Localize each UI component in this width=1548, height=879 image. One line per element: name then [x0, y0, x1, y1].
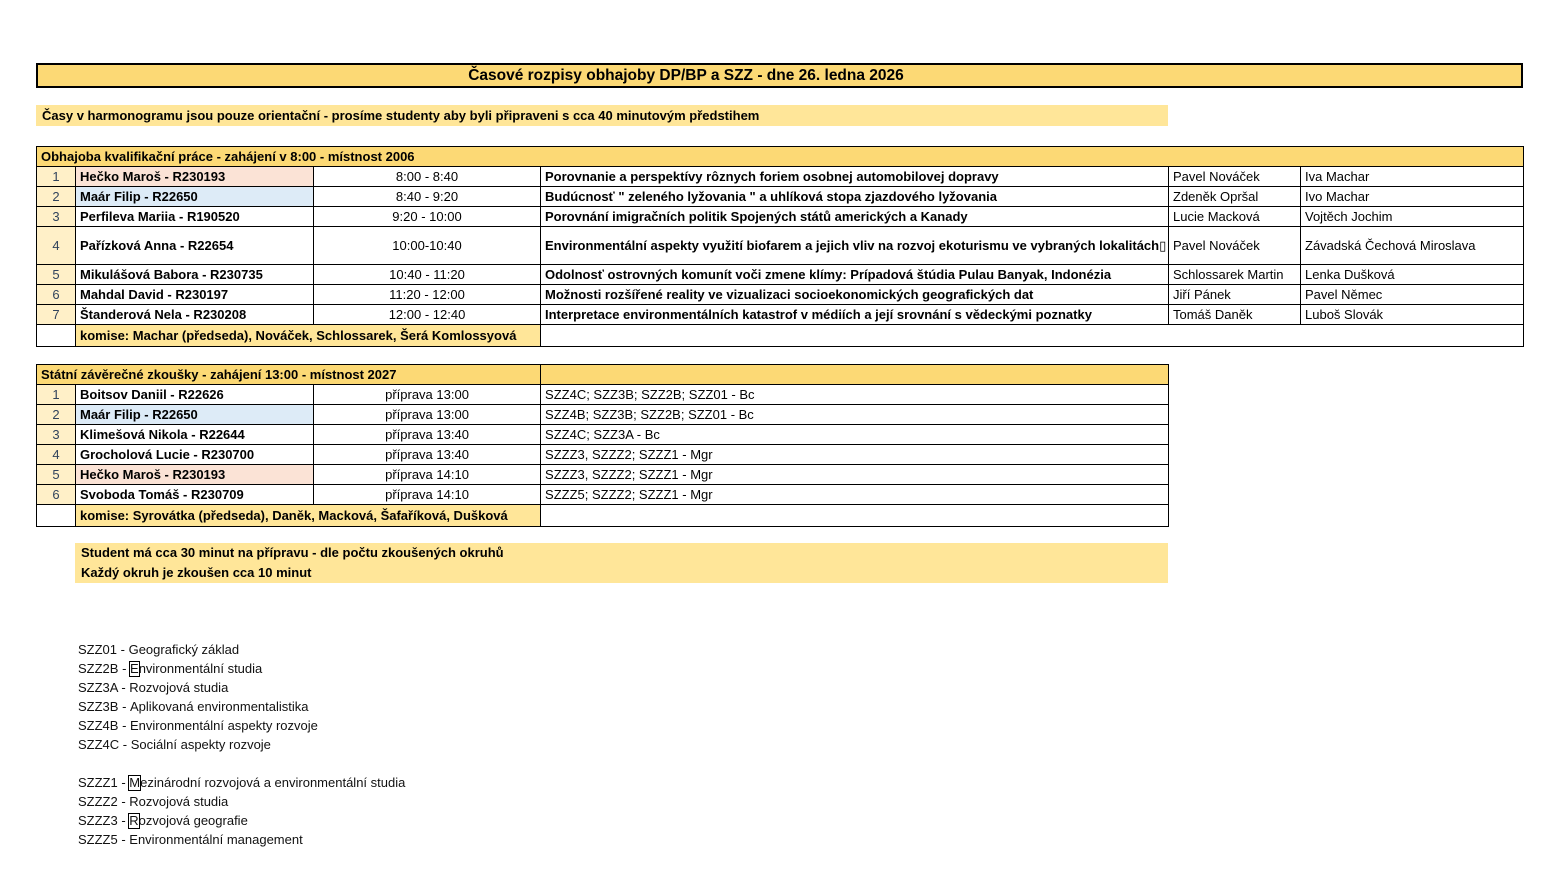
- legend-item: SZZZ3 - Rozvojová geografie: [78, 813, 248, 828]
- empty-cell: [37, 505, 76, 527]
- prep-time: příprava 13:00: [314, 405, 541, 425]
- table-row: [37, 207, 1524, 227]
- title-bar: [36, 63, 1523, 88]
- legend-item: SZZ01 - Geografický základ: [78, 642, 240, 657]
- defense-table-title: Obhajoba kvalifikační práce - zahájení v 8:00 - místnost 2006: [37, 147, 1524, 167]
- student-name: Maár Filip - R22650: [76, 187, 314, 207]
- preparation-note-line1: Student má cca 30 minut na přípravu - dle počtu zkoušených okruhů: [81, 545, 504, 560]
- row-number: 7: [37, 305, 76, 325]
- student-name: Svoboda Tomáš - R230709: [76, 485, 314, 505]
- legend-item: SZZZ1 - Mezinárodní rozvojová a environmentální studia: [78, 775, 406, 790]
- exam-subjects: SZZZ3, SZZZ2; SZZZ1 - Mgr: [541, 445, 1169, 465]
- prep-time: příprava 13:40: [314, 445, 541, 465]
- row-number: 5: [37, 265, 76, 285]
- opponent: Ivo Machar: [1301, 187, 1524, 207]
- student-name: Mahdal David - R230197: [76, 285, 314, 305]
- student-name: Hečko Maroš - R230193: [76, 465, 314, 485]
- defense-committee: komise: Machar (předseda), Nováček, Schlossarek, Šerá Komlossyová: [76, 325, 541, 347]
- committee-row: [37, 325, 1524, 347]
- szz-table-header-row: [37, 365, 1169, 385]
- row-number: 3: [37, 425, 76, 445]
- exam-subjects: SZZZ3, SZZZ2; SZZZ1 - Mgr: [541, 465, 1169, 485]
- opponent: Vojtěch Jochim: [1301, 207, 1524, 227]
- student-name: Maár Filip - R22650: [76, 405, 314, 425]
- opponent: Iva Machar: [1301, 167, 1524, 187]
- supervisor: Tomáš Daněk: [1169, 305, 1301, 325]
- student-name: Štanderová Nela - R230208: [76, 305, 314, 325]
- table-row: [37, 285, 1524, 305]
- artifact-box: M: [129, 775, 141, 790]
- preparation-note: [75, 543, 1168, 583]
- defense-table-header-row: [37, 147, 1524, 167]
- supervisor: Zdeněk Opršal: [1169, 187, 1301, 207]
- legend-item: SZZZ2 - Rozvojová studia: [78, 794, 229, 809]
- legend-bc: [78, 640, 318, 754]
- legend-item: SZZ4C - Sociální aspekty rozvoje: [78, 737, 271, 752]
- student-name: Pařízková Anna - R22654: [76, 227, 314, 265]
- committee-row: [37, 505, 1169, 527]
- table-row: [37, 465, 1169, 485]
- table-row: [37, 167, 1524, 187]
- student-name: Grocholová Lucie - R230700: [76, 445, 314, 465]
- student-name: Boitsov Daniil - R22626: [76, 385, 314, 405]
- thesis-title: Porovnanie a perspektívy rôznych foriem osobnej automobilovej dopravy: [541, 167, 1169, 187]
- defense-table: [36, 146, 1524, 347]
- row-number: 6: [37, 485, 76, 505]
- table-row: [37, 385, 1169, 405]
- legend-item: SZZ4B - Environmentální aspekty rozvoje: [78, 718, 318, 733]
- row-number: 6: [37, 285, 76, 305]
- empty-cell: [37, 325, 76, 347]
- legend-item: SZZZ5 - Environmentální management: [78, 832, 303, 847]
- thesis-title: Odolnosť ostrovných komunít voči zmene klímy: Prípadová štúdia Pulau Banyak, Indonézia: [541, 265, 1169, 285]
- timing-notice: Časy v harmonogramu jsou pouze orientační - prosíme studenty aby byli připraveni s cca 40 minutovým předstihem: [36, 105, 1168, 126]
- opponent: Luboš Slovák: [1301, 305, 1524, 325]
- exam-subjects: SZZZ5; SZZZ2; SZZZ1 - Mgr: [541, 485, 1169, 505]
- table-row: [37, 265, 1524, 285]
- table-row: [37, 227, 1524, 265]
- empty-cell: [541, 505, 1169, 527]
- row-number: 2: [37, 405, 76, 425]
- row-number: 1: [37, 385, 76, 405]
- student-name: Klimešová Nikola - R22644: [76, 425, 314, 445]
- empty-cell: [541, 325, 1524, 347]
- exam-subjects: SZZ4B; SZZ3B; SZZ2B; SZZ01 - Bc: [541, 405, 1169, 425]
- artifact-box: E: [130, 661, 139, 676]
- student-name: Mikulášová Babora - R230735: [76, 265, 314, 285]
- legend-item: SZZ3A - Rozvojová studia: [78, 680, 229, 695]
- thesis-title: Environmentální aspekty využití biofarem a jejich vliv na rozvoj ekoturismu ve vybraných lokalitách▯: [541, 227, 1169, 265]
- szz-table-title: Státní závěrečné zkoušky - zahájení 13:00 - místnost 2027: [37, 365, 541, 385]
- supervisor: Schlossarek Martin: [1169, 265, 1301, 285]
- table-row: [37, 305, 1524, 325]
- row-number: 4: [37, 445, 76, 465]
- row-number: 4: [37, 227, 76, 265]
- time-slot: 10:00-10:40: [314, 227, 541, 265]
- artifact-box: R: [129, 813, 139, 828]
- row-number: 5: [37, 465, 76, 485]
- szz-header-spacer: [541, 365, 1169, 385]
- table-row: [37, 445, 1169, 465]
- thesis-title: Možnosti rozšířené reality ve vizualizaci socioekonomických geografických dat: [541, 285, 1169, 305]
- legend-item: SZZ3B - Aplikovaná environmentalistika: [78, 699, 309, 714]
- exam-subjects: SZZ4C; SZZ3A - Bc: [541, 425, 1169, 445]
- legend-mgr: [78, 773, 405, 849]
- table-row: [37, 405, 1169, 425]
- time-slot: 10:40 - 11:20: [314, 265, 541, 285]
- preparation-note-line2: Každý okruh je zkoušen cca 10 minut: [81, 565, 312, 580]
- student-name: Perfileva Mariia - R190520: [76, 207, 314, 227]
- time-slot: 9:20 - 10:00: [314, 207, 541, 227]
- row-number: 2: [37, 187, 76, 207]
- thesis-title: Interpretace environmentálních katastrof v médiích a její srovnání s vědeckými poznatky: [541, 305, 1169, 325]
- student-name: Hečko Maroš - R230193: [76, 167, 314, 187]
- opponent: Pavel Němec: [1301, 285, 1524, 305]
- row-number: 1: [37, 167, 76, 187]
- table-row: [37, 485, 1169, 505]
- table-row: [37, 425, 1169, 445]
- supervisor: Pavel Nováček: [1169, 167, 1301, 187]
- supervisor: Lucie Macková: [1169, 207, 1301, 227]
- page-title: Časové rozpisy obhajoby DP/BP a SZZ - dne 26. ledna 2026: [468, 67, 904, 84]
- prep-time: příprava 13:00: [314, 385, 541, 405]
- szz-committee: komise: Syrovátka (předseda), Daněk, Macková, Šafaříková, Dušková: [76, 505, 541, 527]
- thesis-title: Budúcnosť " zeleného lyžovania " a uhlíková stopa zjazdového lyžovania: [541, 187, 1169, 207]
- exam-subjects: SZZ4C; SZZ3B; SZZ2B; SZZ01 - Bc: [541, 385, 1169, 405]
- szz-table: [36, 364, 1169, 527]
- opponent: Lenka Dušková: [1301, 265, 1524, 285]
- thesis-title: Porovnání imigračních politik Spojených států amerických a Kanady: [541, 207, 1169, 227]
- supervisor: Pavel Nováček: [1169, 227, 1301, 265]
- prep-time: příprava 14:10: [314, 465, 541, 485]
- supervisor: Jiří Pánek: [1169, 285, 1301, 305]
- prep-time: příprava 14:10: [314, 485, 541, 505]
- time-slot: 8:00 - 8:40: [314, 167, 541, 187]
- time-slot: 11:20 - 12:00: [314, 285, 541, 305]
- legend-item: SZZ2B - Environmentální studia: [78, 661, 263, 676]
- prep-time: příprava 13:40: [314, 425, 541, 445]
- time-slot: 8:40 - 9:20: [314, 187, 541, 207]
- time-slot: 12:00 - 12:40: [314, 305, 541, 325]
- opponent: Závadská Čechová Miroslava: [1301, 227, 1524, 265]
- table-row: [37, 187, 1524, 207]
- row-number: 3: [37, 207, 76, 227]
